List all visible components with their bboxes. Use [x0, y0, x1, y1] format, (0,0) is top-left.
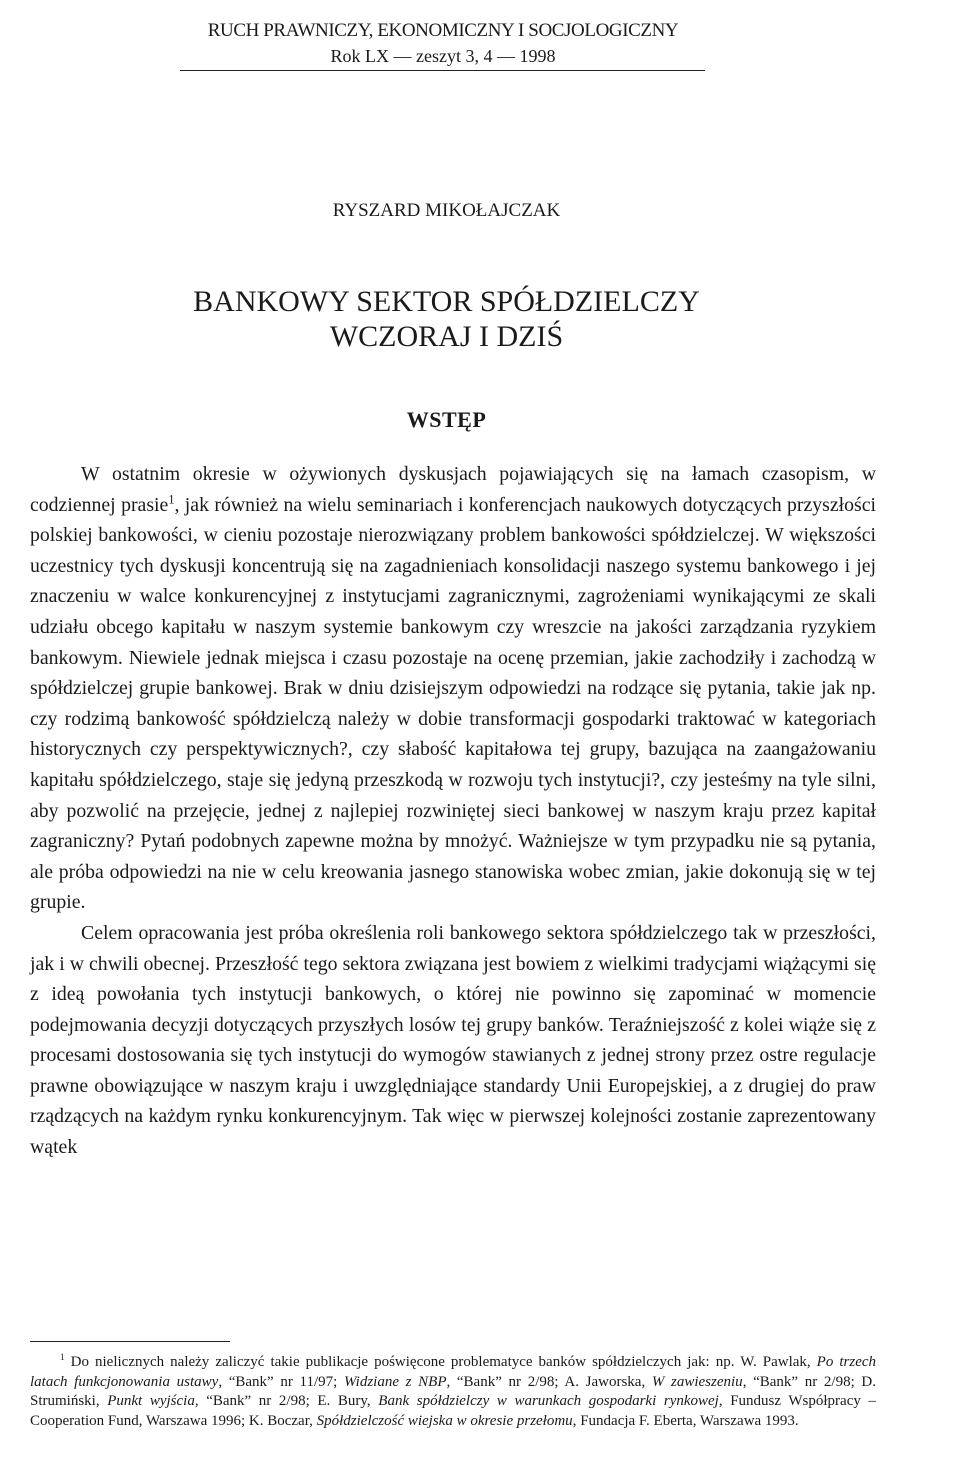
footnote-mark: 1 [60, 1353, 65, 1363]
article-title [0, 284, 893, 354]
journal-issue: Rok LX — zeszyt 3, 4 — 1998 [330, 46, 556, 66]
journal-name: RUCH PRAWNICZY, EKONOMICZNY I SOCJOLOGICZNY [207, 20, 679, 41]
footnote-citation-title: Spółdzielczość wiejska w okresie przełomu [316, 1412, 573, 1429]
author-name: RYSZARD MIKOŁAJCZAK [332, 200, 561, 221]
paragraph-1-text-b: , jak również na wielu seminariach i konferencjach naukowych dotyczących przyszłości polskiej bankowości, w cieniu pozostaje nierozwiązany problem bankowości spółdzielczej. W większości uczestnicy tych dyskusji koncentrują się na zagadnieniach konsolidacji naszego systemu bankowego i jej znaczeniu w walce konkurencyjnej z instytucjami zagranicznymi, zagrożeniami wynikającymi ze skali udziału obcego kapitału w naszym systemie bankowym czy wreszcie na jakości zarządzania ryzykiem bankowym. Niewiele jednak miejsca i czasu pozostaje na ocenę przemian, jakie zachodziły i zachodzą w spółdzielczej grupie bankowej. Brak w dniu dzisiejszym odpowiedzi na rodzące się pytania, takie jak np. czy rodzimą bankowość spółdzielczą należy w dobie transformacji gospodarki traktować w kategoriach historycznych czy perspektywicznych?, czy słabość kapitałowa tej grupy, bazująca na zaangażowaniu kapitału spółdzielczego, staje się jedyną przeszkodą w rozwoju tych instytucji?, czy jesteśmy na tyle silni, aby pozwolić na przejęcie, jednej z najlepiej rozwiniętej sieci bankowej w naszym kraju przez kapitał zagraniczny? Pytań podobnych zapewne można by mnożyć. Ważniejsze w tym przypadku nie są pytania, ale próba odpowiedzi na nie w celu kreowania jasnego stanowiska wobec zmian, jakie dokonują się w tej grupie. [30, 493, 876, 914]
footnote-text: , “Bank” nr 11/97; [218, 1373, 344, 1390]
article-body [30, 459, 876, 1163]
title-line-2: WCZORAJ I DZIŚ [329, 320, 564, 353]
footnote-text: , Fundusz Współpracy – Cooperation Fund, Warszawa 1996; K. Boczar, [30, 1393, 876, 1429]
footnote-text: Do nielicznych należy zaliczyć takie publikacje poświęcone problematyce banków spółdzielczych jak: np. W. Pawlak, [70, 1354, 817, 1370]
footnote-text: , “Bank” nr 2/98; D. Strumiński, [30, 1373, 876, 1409]
footnote-citation-title: Widziane z NBP [343, 1373, 447, 1390]
footnote-text: , Fundacja F. Eberta, Warszawa 1993. [572, 1412, 799, 1429]
section-heading: WSTĘP [406, 407, 487, 432]
title-line-1: BANKOWY SEKTOR SPÓŁDZIELCZY [193, 285, 700, 318]
paragraph-1 [30, 459, 876, 918]
footnote-citation-title: Punkt wyjścia [107, 1393, 195, 1409]
paragraph-2: Celem opracowania jest próba określenia roli bankowego sektora spółdzielczego tak w przeszłości, jak i w chwili obecnej. Przeszłość tego sektora związana jest bowiem z wielkimi tradycjami wiążącymi się z ideą powołania tych instytucji bankowych, o której nie powinno się zapominać w momencie podejmowania decyzji dotyczących przyszłych losów tej grupy banków. Teraźniejszość z kolei wiąże się z procesami dostosowania się tych instytucji do wymogów stawianych z jednej strony przez ostre regulacje prawne obowiązujące w naszym kraju i uwzględniające standardy Unii Europejskiej, a z drugiej do praw rządzących na każdym rynku konkurencyjnym. Tak więc w pierwszej kolejności zostanie zaprezentowany wątek [30, 921, 876, 1159]
footnote-1 [30, 1353, 876, 1431]
footnote-reference: 1 [168, 492, 175, 506]
footnote-citation-title: Po trzech latach funkcjonowania ustawy [30, 1354, 877, 1390]
footnote-rule [30, 1341, 230, 1342]
header-rule [180, 70, 705, 71]
footnote-citation-title: W zawieszeniu [651, 1373, 743, 1390]
footnote-text: , “Bank” nr 2/98; A. Jaworska, [446, 1373, 652, 1390]
running-header [178, 18, 708, 68]
footnote-citation-title: Bank spółdzielczy w warunkach gospodarki rynkowej [378, 1393, 719, 1409]
footnote-text: , “Bank” nr 2/98; E. Bury, [194, 1393, 379, 1409]
paragraph-1-text-a: W ostatnim okresie w ożywionych dyskusjach pojawiających się na łamach czasopism, w codziennej prasie [30, 463, 876, 516]
